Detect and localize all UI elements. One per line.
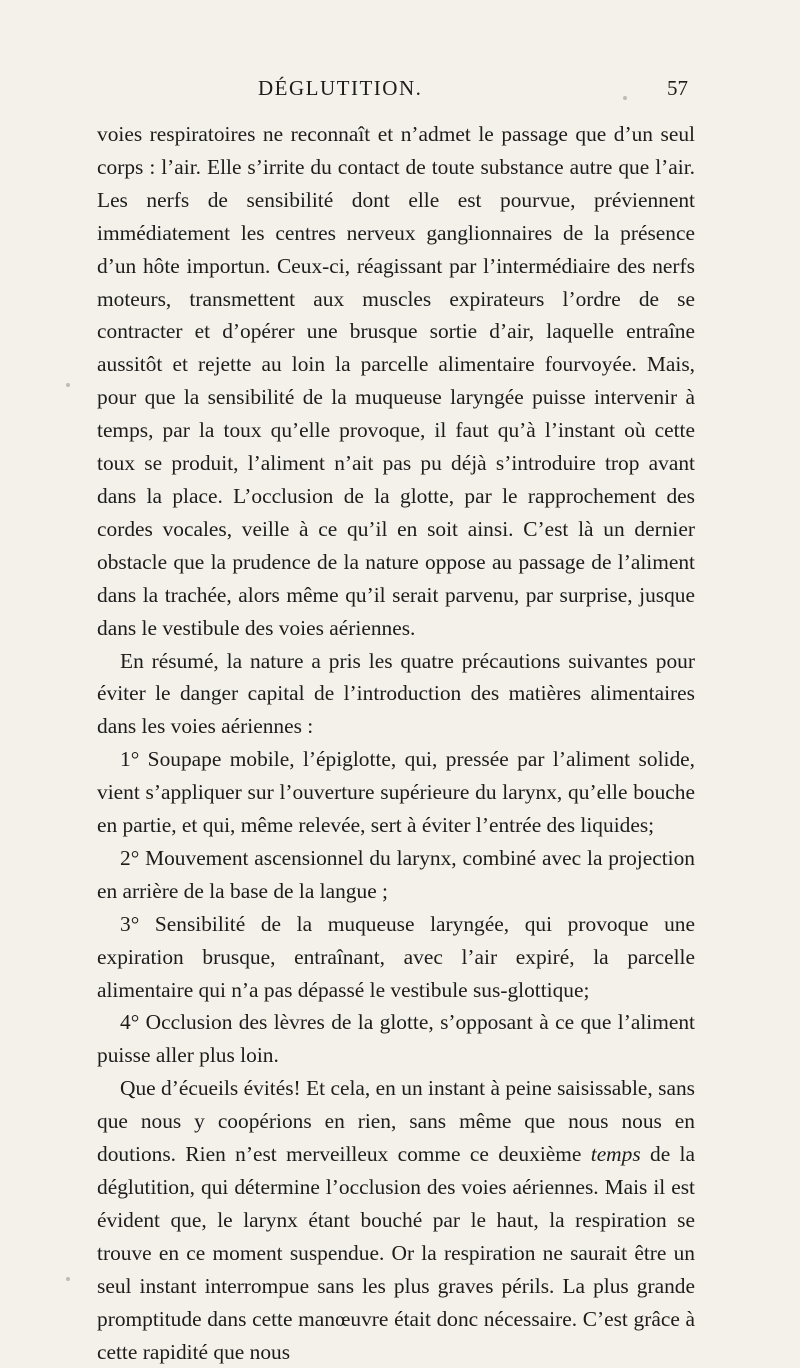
paragraph-summary-intro: En résumé, la nature a pris les quatre précautions suivantes pour éviter le danger capital de l’introduction des matières alimentaires dans les voies aériennes : (97, 648, 695, 739)
list-item-2: 2° Mouvement ascensionnel du larynx, combiné avec la projection en arrière de la base de la langue ; (97, 845, 695, 903)
paragraph-conclusion (97, 1072, 695, 1368)
list-item-1: 1° Soupape mobile, l’épiglotte, qui, pressée par l’aliment solide, vient s’appliquer sur l’ouverture supérieure du larynx, qu’elle bouche en partie, et qui, même relevée, sert à éviter l’entrée des liquides; (97, 747, 695, 838)
conclusion-text-end: de la déglutition, qui détermine l’occlusion des voies aériennes. Mais il est évident que, le larynx étant bouché par le haut, la respiration se trouve en ce moment suspendue. Or la respiration ne saurait être un seul instant interrompue sans les plus graves périls. La plus grande promptitude dans cette manœuvre était donc nécessaire. C’est grâce à cette rapidité que nous (97, 1142, 695, 1364)
paragraph-continuation: voies respiratoires ne reconnaît et n’admet le passage que d’un seul corps : l’air. Elle s’irrite du contact de toute substance autre que l’air. Les nerfs de sensibilité dont elle est pourvue, préviennent immédiatement les centres nerveux ganglionnaires de la présence d’un hôte importun. Ceux-ci, réagissant par l’intermédiaire des nerfs moteurs, transmettent aux muscles expirateurs l’ordre de se contracter et d’opérer une brusque sortie d’air, laquelle entraîne aussitôt et rejette au loin la parcelle alimentaire fourvoyée. Mais, pour que la sensibilité de la muqueuse laryngée puisse intervenir à temps, par la toux qu’elle provoque, il faut qu’à l’instant où cette toux se produit, l’aliment n’ait pas pu déjà s’introduire trop avant dans la place. L’occlusion de la glotte, par le rapprochement des cordes vocales, veille à ce qu’il en soit ainsi. C’est là un dernier obstacle que la prudence de la nature oppose au passage de l’aliment dans la trachée, alors même qu’il serait parvenu, par surprise, jusque dans le vestibule des voies aériennes. (97, 122, 695, 640)
running-title: DÉGLUTITION. (258, 76, 423, 100)
conclusion-text-start: Que d’écueils évités! Et cela, en un instant à peine saisissable, sans que nous y coopérions en rien, sans même que nous nous en doutions. Rien n’est merveilleux comme ce deuxième (97, 1076, 695, 1167)
paper-speck (623, 96, 627, 100)
list-item-3: 3° Sensibilité de la muqueuse laryngée, qui provoque une expiration brusque, entraînant, avec l’air expiré, la parcelle alimentaire qui n’a pas dépassé le vestibule sus-glottique; (97, 911, 695, 1002)
paper-speck (66, 1277, 70, 1281)
body-text (97, 118, 695, 1368)
paper-speck (66, 383, 70, 387)
emphasis-temps: temps (590, 1142, 641, 1167)
running-header (0, 76, 800, 110)
page-number: 57 (667, 76, 688, 100)
list-item-4: 4° Occlusion des lèvres de la glotte, s’opposant à ce que l’aliment puisse aller plus loin. (97, 1010, 695, 1068)
